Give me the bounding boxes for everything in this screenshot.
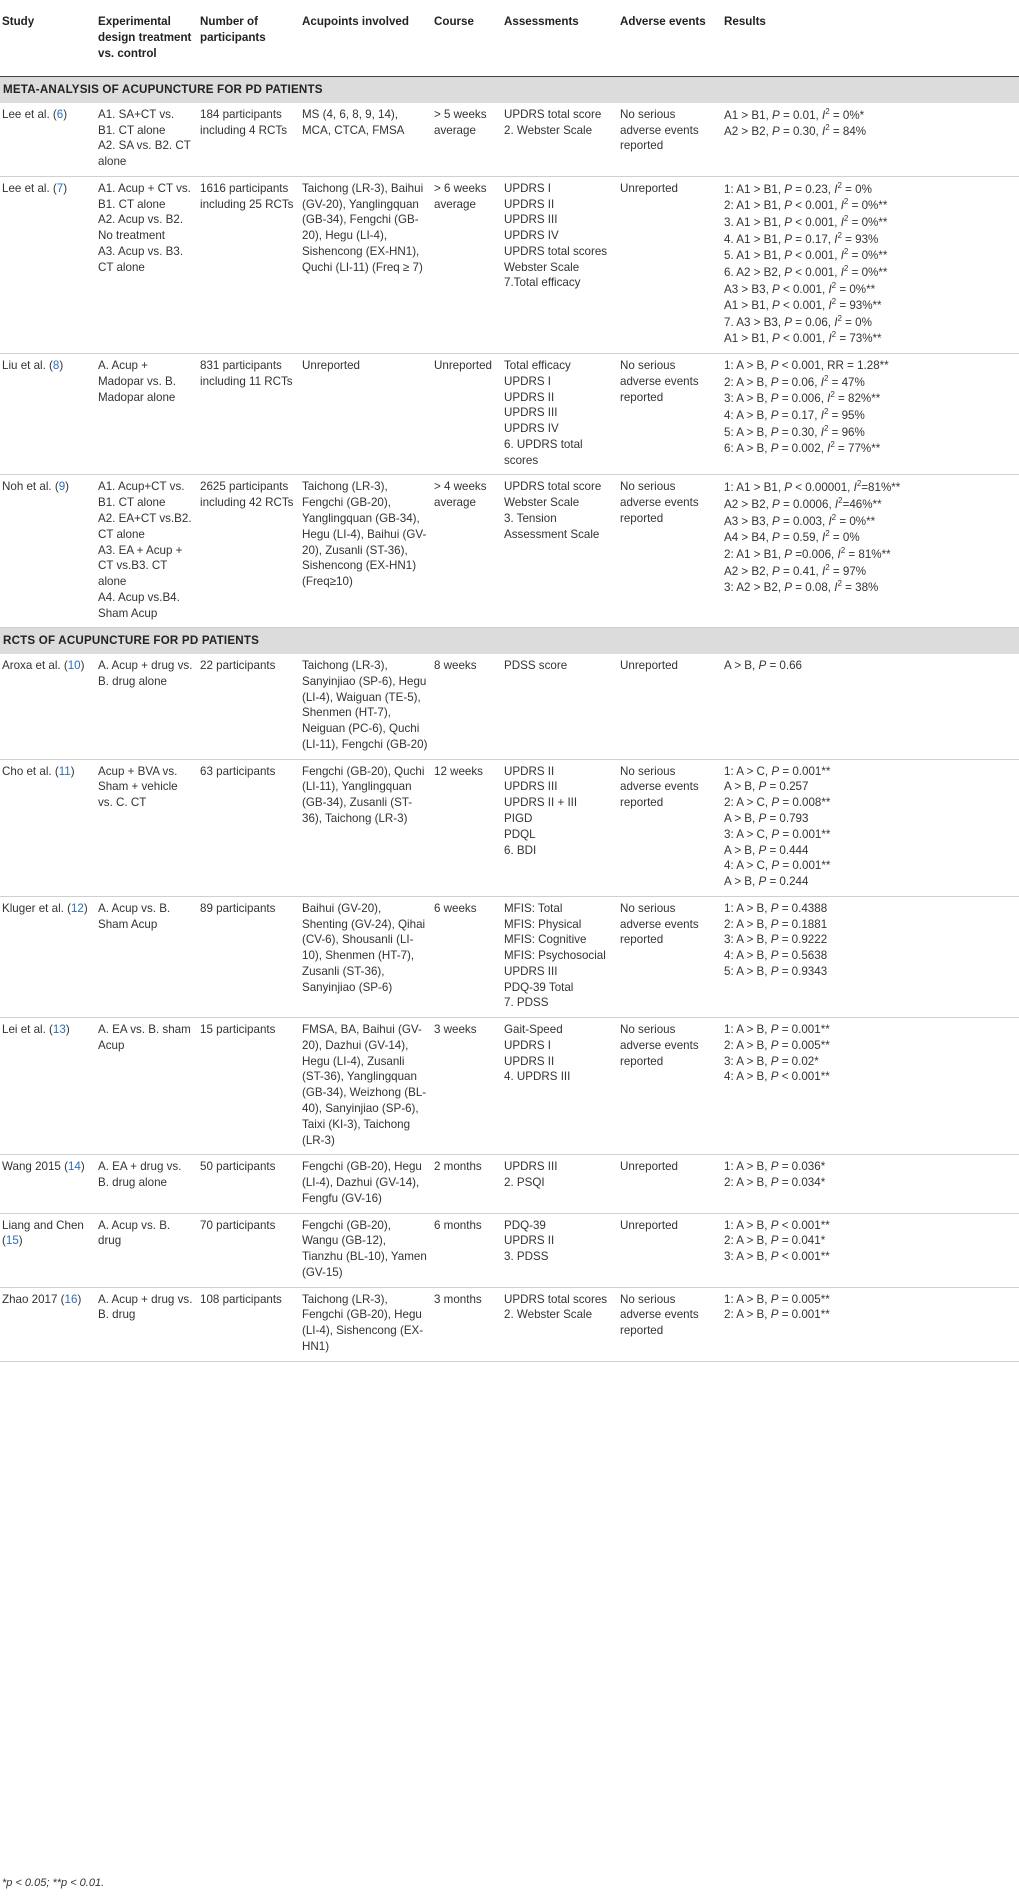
reference-link[interactable]: 8 [52,359,60,373]
results-cell-line: 2: A > B, P = 0.1881 [724,917,828,931]
study-cell: Liang and Chen (15) [0,1213,96,1287]
assessments-cell-line: UPDRS total scores [504,244,608,258]
section-title: META-ANALYSIS OF ACUPUNCTURE FOR PD PATIENTS [0,77,1019,103]
assessments-cell-line: Total efficacy [504,359,571,373]
acupoints-cell: Fengchi (GB-20), Quchi (LI-11), Yanglingquan (GB-34), Zusanli (ST-36), Taichong (LR-3) [300,759,432,896]
design-cell [96,896,198,1017]
results-cell [722,103,1019,177]
design-cell-line: Acup + BVA vs. Sham + vehicle vs. C. CT [98,764,178,810]
study-cell: Zhao 2017 (16) [0,1287,96,1361]
assessments-cell-line: UPDRS IV [504,229,559,243]
reference-link[interactable]: 6 [56,107,64,121]
assessments-cell [502,1018,618,1155]
assessments-cell-line: 2. Webster Scale [504,123,593,137]
assessments-cell-line: Gait-Speed [504,1023,563,1037]
reference-link[interactable]: 14 [67,1160,81,1174]
reference-link[interactable]: 9 [58,480,66,494]
design-cell [96,1018,198,1155]
design-cell-line: A. Acup + drug vs. B. drug [98,1292,193,1322]
assessments-cell-line: PDQL [504,827,536,841]
assessments-cell-line: UPDRS II [504,1054,555,1068]
participants-cell: 1616 participants including 25 RCTs [198,176,300,353]
participants-cell: 831 participants including 11 RCTs [198,354,300,475]
column-header: Study [0,0,96,77]
assessments-cell-line: UPDRS III [504,406,558,420]
adverse-events-cell: No serious adverse events reported [618,354,722,475]
assessments-cell-line: UPDRS IV [504,422,559,436]
table-row [0,475,1019,628]
column-header: Acupoints involved [300,0,432,77]
study-name: Aroxa et al. ( [2,659,68,673]
assessments-cell [502,1287,618,1361]
design-cell-line: A1. Acup+CT vs. B1. CT alone [98,480,185,510]
participants-cell: 63 participants [198,759,300,896]
results-cell-line: A > B, P = 0.257 [724,780,809,794]
study-name: Kluger et al. ( [2,901,71,915]
column-header: Assessments [502,0,618,77]
table-row [0,176,1019,353]
results-cell-line: 3: A > B, P < 0.001** [724,1250,830,1264]
results-cell-line: 2: A > B, P = 0.001** [724,1308,830,1322]
assessments-cell [502,475,618,628]
assessments-cell-line: UPDRS I [504,374,552,388]
adverse-events-cell: Unreported [618,654,722,759]
assessments-cell [502,896,618,1017]
study-cell: Cho et al. (11) [0,759,96,896]
reference-link[interactable]: 15 [5,1234,19,1248]
table-footnote: *p < 0.05; **p < 0.01. [2,1877,105,1889]
study-name: Lee et al. ( [2,181,57,195]
assessments-cell-line: PIGD [504,811,533,825]
table-row [0,896,1019,1017]
results-cell [722,1287,1019,1361]
assessments-cell-line: PDQ-39 Total [504,980,574,994]
design-cell [96,1155,198,1213]
results-cell-line: A > B, P = 0.444 [724,843,809,857]
assessments-cell [502,654,618,759]
course-cell: 8 weeks [432,654,502,759]
results-cell [722,1155,1019,1213]
table-header-row [0,0,1019,77]
results-cell [722,1213,1019,1287]
study-name: Lei et al. ( [2,1023,53,1037]
adverse-events-cell: No serious adverse events reported [618,896,722,1017]
assessments-cell-line: UPDRS total score [504,107,602,121]
results-cell-line: 5. A1 > B1, P < 0.001, $I^2 = 0\%**$ [724,247,888,263]
table-body [0,77,1019,1362]
assessments-cell-line: UPDRS II [504,1234,555,1248]
results-cell-line: 5: A > B, P = 0.9343 [724,964,828,978]
table-row [0,759,1019,896]
table-row [0,354,1019,475]
design-cell-line: A. Acup vs. B. Sham Acup [98,901,171,931]
results-cell-line: 2: A > B, P = 0.005** [724,1038,830,1052]
assessments-cell-line: UPDRS III [504,213,558,227]
results-cell [722,176,1019,353]
course-cell: 2 months [432,1155,502,1213]
results-cell-line: 1: A1 > B1, P = 0.23, $I^2 = 0\%$ [724,180,872,196]
assessments-cell-line: 3. Tension Assessment Scale [504,511,600,541]
section-header-row [0,628,1019,654]
adverse-events-cell: Unreported [618,1213,722,1287]
table-row [0,1155,1019,1213]
section-header-row [0,77,1019,103]
results-cell-line: 1: A > B, P < 0.001** [724,1218,830,1232]
results-cell-line: 5: A > B, P = 0.30, $I^2 = 96\%$ [724,423,865,439]
results-cell [722,896,1019,1017]
results-cell-line: 4: A > C, P = 0.001** [724,859,831,873]
course-cell: 6 weeks [432,896,502,1017]
assessments-cell-line: UPDRS total scores [504,1292,608,1306]
design-cell-line: A. EA + drug vs. B. drug alone [98,1160,182,1190]
results-cell-line: A > B, P = 0.244 [724,875,809,889]
results-cell [722,354,1019,475]
results-cell-line: 2: A1 > B1, P < 0.001, $I^2 = 0\%**$ [724,197,888,213]
course-cell: > 6 weeks average [432,176,502,353]
reference-link[interactable]: 11 [58,764,71,778]
study-name: Zhao 2017 ( [2,1292,65,1306]
design-cell [96,475,198,628]
assessments-cell-line: MFIS: Physical [504,917,582,931]
results-cell-line: 7. A3 > B3, P = 0.06, $I^2 = 0\%$ [724,313,872,329]
acupoints-cell: Taichong (LR-3), Sanyinjiao (SP-6), Hegu (LI-4), Waiguan (TE-5), Shenmen (HT-7), Neiguan (PC-6), Quchi (LI-11), Fengchi (GB-20) [300,654,432,759]
study-cell: Kluger et al. (12) [0,896,96,1017]
assessments-cell-line: UPDRS III [504,964,558,978]
results-cell-line: A1 > B1, P < 0.001, $I^2 = 73\%**$ [724,330,882,346]
assessments-cell-line: MFIS: Total [504,901,563,915]
design-cell-line: A3. Acup vs. B3. CT alone [98,244,184,274]
results-cell-line: A2 > B2, P = 0.0006, $I^2=46\%**$ [724,496,882,511]
assessments-cell-line: UPDRS total score [504,480,602,494]
acupoints-cell: Taichong (LR-3), Baihui (GV-20), Yanglingquan (GB-34), Fengchi (GB-20), Hegu (LI-4), Sishencong (EX-HN1), Quchi (LI-11) (Freq ≥ 7) [300,176,432,353]
assessments-cell-line: 6. UPDRS total scores [504,437,583,467]
assessments-cell [502,354,618,475]
column-header: Number of participants [198,0,300,77]
results-cell-line: 3: A > B, P = 0.9222 [724,933,828,947]
assessments-cell-line: UPDRS II [504,764,555,778]
results-cell-line: 2: A > B, P = 0.041* [724,1234,826,1248]
assessments-cell-line: UPDRS III [504,780,558,794]
course-cell: 12 weeks [432,759,502,896]
adverse-events-cell: No serious adverse events reported [618,103,722,177]
study-cell: Liu et al. (8) [0,354,96,475]
acupoints-cell: Taichong (LR-3), Fengchi (GB-20), Hegu (LI-4), Sishencong (EX-HN1) [300,1287,432,1361]
results-cell-line: 2: A1 > B1, P =0.006, $I^2 = 81\%**$ [724,545,891,561]
assessments-cell-line: 2. PSQI [504,1176,545,1190]
assessments-cell [502,759,618,896]
study-name: Noh et al. ( [2,480,59,494]
results-cell-line: 1: A > B, P = 0.4388 [724,901,828,915]
results-cell-line: 2: A > B, P = 0.06, $I^2 = 47\%$ [724,373,865,389]
study-cell: Lei et al. (13) [0,1018,96,1155]
section-title: RCTS OF ACUPUNCTURE FOR PD PATIENTS [0,628,1019,654]
adverse-events-cell: No serious adverse events reported [618,475,722,628]
assessments-cell [502,1155,618,1213]
design-cell [96,354,198,475]
design-cell [96,654,198,759]
acupoints-cell: Baihui (GV-20), Shenting (GV-24), Qihai (CV-6), Shousanli (LI-10), Shenmen (HT-7), Zusanli (ST-36), Sanyinjiao (SP-6) [300,896,432,1017]
participants-cell: 184 participants including 4 RCTs [198,103,300,177]
assessments-cell-line: Webster Scale [504,496,580,510]
results-cell-line: 6. A2 > B2, P < 0.001, $I^2 = 0\%**$ [724,263,888,279]
design-cell-line: A. EA vs. B. sham Acup [98,1023,191,1052]
results-cell-line: A > B, P = 0.66 [724,659,802,673]
results-cell-line: A3 > B3, P < 0.001, $I^2 = 0\%**$ [724,280,876,296]
participants-cell: 22 participants [198,654,300,759]
assessments-cell [502,103,618,177]
study-cell: Wang 2015 (14) [0,1155,96,1213]
results-cell-line: 2: A > C, P = 0.008** [724,796,831,810]
results-cell-line: 4: A > B, P < 0.001** [724,1070,830,1084]
results-cell-line: A2 > B2, P = 0.41, $I^2 = 97\%$ [724,562,867,578]
results-cell-line: A2 > B2, P = 0.30, $I^2 = 84\%$ [724,123,867,139]
study-name: Lee et al. ( [2,107,57,121]
acupoints-cell: Fengchi (GB-20), Hegu (LI-4), Dazhui (GV-14), Fengfu (GV-16) [300,1155,432,1213]
assessments-cell-line: UPDRS I [504,1038,552,1052]
results-cell-line: 4. A1 > B1, P = 0.17, $I^2 = 93\%$ [724,230,879,246]
design-cell-line: A. Acup + drug vs. B. drug alone [98,659,193,688]
results-cell-line: 3: A > B, P = 0.006, $I^2 = 82\%**$ [724,390,881,406]
results-cell-line: 1: A > B, P = 0.036* [724,1160,826,1174]
assessments-cell-line: UPDRS III [504,1160,558,1174]
study-name: Wang 2015 ( [2,1160,68,1174]
results-cell-line: 1: A1 > B1, P < 0.00001, $I^2=81\%**$ [724,479,901,495]
assessments-cell-line: UPDRS II [504,197,555,211]
results-cell [722,759,1019,896]
participants-cell: 50 participants [198,1155,300,1213]
results-cell-line: 6: A > B, P = 0.002, $I^2 = 77\%**$ [724,440,881,456]
study-cell: Aroxa et al. (10) [0,654,96,759]
adverse-events-cell: No serious adverse events reported [618,1018,722,1155]
design-cell [96,1213,198,1287]
column-header: Adverse events [618,0,722,77]
results-cell-line: 3: A2 > B2, P = 0.08, $I^2 = 38\%$ [724,579,879,595]
course-cell: > 5 weeks average [432,103,502,177]
study-name: Liang and Chen ( [2,1218,84,1248]
assessments-cell-line: PDQ-39 [504,1218,546,1232]
assessments-cell-line: UPDRS II [504,390,555,404]
assessments-cell-line: MFIS: Cognitive [504,933,587,947]
design-cell [96,103,198,177]
design-cell-line: A. Acup vs. B. drug [98,1218,171,1248]
assessments-cell-line: UPDRS II + III [504,796,578,810]
design-cell [96,759,198,896]
results-cell-line: A1 > B1, P = 0.01, $I^2 = 0\%*$ [724,106,865,122]
course-cell: Unreported [432,354,502,475]
results-cell-line: 4: A > B, P = 0.17, $I^2 = 95\%$ [724,407,865,422]
results-cell-line: 2: A > B, P = 0.034* [724,1176,826,1190]
results-cell-line: 3. A1 > B1, P < 0.001, $I^2 = 0\%**$ [724,214,888,229]
study-cell: Lee et al. (7) [0,176,96,353]
reference-link[interactable]: 12 [70,901,84,915]
participants-cell: 108 participants [198,1287,300,1361]
participants-cell: 70 participants [198,1213,300,1287]
adverse-events-cell: No serious adverse events reported [618,759,722,896]
assessments-cell [502,1213,618,1287]
design-cell-line: A2. Acup vs. B2. No treatment [98,213,184,243]
assessments-cell-line: 2. Webster Scale [504,1308,593,1322]
participants-cell: 15 participants [198,1018,300,1155]
results-cell-line: A1 > B1, P < 0.001, $I^2 = 93\%**$ [724,297,882,313]
acupoints-cell: Taichong (LR-3), Fengchi (GB-20), Yanglingquan (GB-34), Hegu (LI-4), Baihui (GV-20), Zusanli (ST-36), Sishencong (EX-HN1)(Freq≥10) [300,475,432,628]
results-cell-line: A4 > B4, P = 0.59, $I^2 = 0\%$ [724,529,860,545]
assessments-cell-line: 4. UPDRS III [504,1070,571,1084]
acupoints-cell: Unreported [300,354,432,475]
results-cell-line: 3: A > C, P = 0.001** [724,827,831,841]
design-cell-line: A4. Acup vs.B4. Sham Acup [98,590,180,620]
study-cell: Noh et al. (9) [0,475,96,628]
assessments-cell-line: UPDRS I [504,181,552,195]
column-header: Course [432,0,502,77]
results-cell [722,654,1019,759]
course-cell: 6 months [432,1213,502,1287]
reference-link[interactable]: 10 [67,659,81,673]
design-cell-line: A3. EA + Acup + CT vs.B3. CT alone [98,543,183,589]
acupoints-cell: MS (4, 6, 8, 9, 14), MCA, CTCA, FMSA [300,103,432,177]
design-cell-line: A1. Acup + CT vs. B1. CT alone [98,181,191,211]
results-cell-line: 4: A > B, P = 0.5638 [724,949,828,963]
adverse-events-cell: No serious adverse events reported [618,1287,722,1361]
assessments-cell [502,176,618,353]
design-cell [96,176,198,353]
table-row [0,103,1019,177]
results-cell-line: 1: A > B, P = 0.005** [724,1292,830,1306]
results-cell [722,1018,1019,1155]
design-cell-line: A2. SA vs. B2. CT alone [98,139,191,169]
study-name: Cho et al. ( [2,764,59,778]
column-header: Results [722,0,1019,77]
results-cell-line: A > B, P = 0.793 [724,811,809,825]
acupoints-cell: FMSA, BA, Baihui (GV-20), Dazhui (GV-14), Hegu (LI-4), Zusanli (ST-36), Yanglingquan (GB-34), Weizhong (BL-40), Sanyinjiao (SP-6), Taixi (KI-3), Taichong (LR-3) [300,1018,432,1155]
results-cell-line: 3: A > B, P = 0.02* [724,1054,819,1068]
design-cell-line: A1. SA+CT vs. B1. CT alone [98,107,175,137]
adverse-events-cell: Unreported [618,176,722,353]
assessments-cell-line: 3. PDSS [504,1250,549,1264]
design-cell-line: A. Acup + Madopar vs. B. Madopar alone [98,359,176,404]
assessments-cell-line: 6. BDI [504,843,537,857]
reference-link[interactable]: 16 [64,1292,78,1306]
course-cell: 3 weeks [432,1018,502,1155]
assessments-cell-line: MFIS: Psychosocial [504,949,606,963]
study-cell: Lee et al. (6) [0,103,96,177]
study-name: Liu et al. ( [2,359,53,373]
design-cell [96,1287,198,1361]
assessments-cell-line: PDSS score [504,659,568,673]
column-header: Experimental design treatment vs. control [96,0,198,77]
course-cell: > 4 weeks average [432,475,502,628]
reference-link[interactable]: 13 [52,1023,66,1037]
acupoints-cell: Fengchi (GB-20), Wangu (GB-12), Tianzhu (BL-10), Yamen (GV-15) [300,1213,432,1287]
course-cell: 3 months [432,1287,502,1361]
design-cell-line: A2. EA+CT vs.B2. CT alone [98,511,192,541]
results-cell-line: 1: A > C, P = 0.001** [724,764,831,778]
adverse-events-cell: Unreported [618,1155,722,1213]
results-cell-line: A3 > B3, P = 0.003, $I^2 = 0\%**$ [724,512,876,528]
assessments-cell-line: Webster Scale [504,260,580,274]
assessments-cell-line: 7. PDSS [504,996,549,1010]
results-cell [722,475,1019,628]
participants-cell: 89 participants [198,896,300,1017]
results-cell-line: 1: A > B, P = 0.001** [724,1023,830,1037]
participants-cell: 2625 participants including 42 RCTs [198,475,300,628]
results-cell-line: 1: A > B, P < 0.001, RR = 1.28** [724,359,889,373]
table-row [0,1018,1019,1155]
table-row [0,1287,1019,1361]
table-row [0,1213,1019,1287]
table-row [0,654,1019,759]
reference-link[interactable]: 7 [56,181,64,195]
assessments-cell-line: 7.Total efficacy [504,276,581,290]
